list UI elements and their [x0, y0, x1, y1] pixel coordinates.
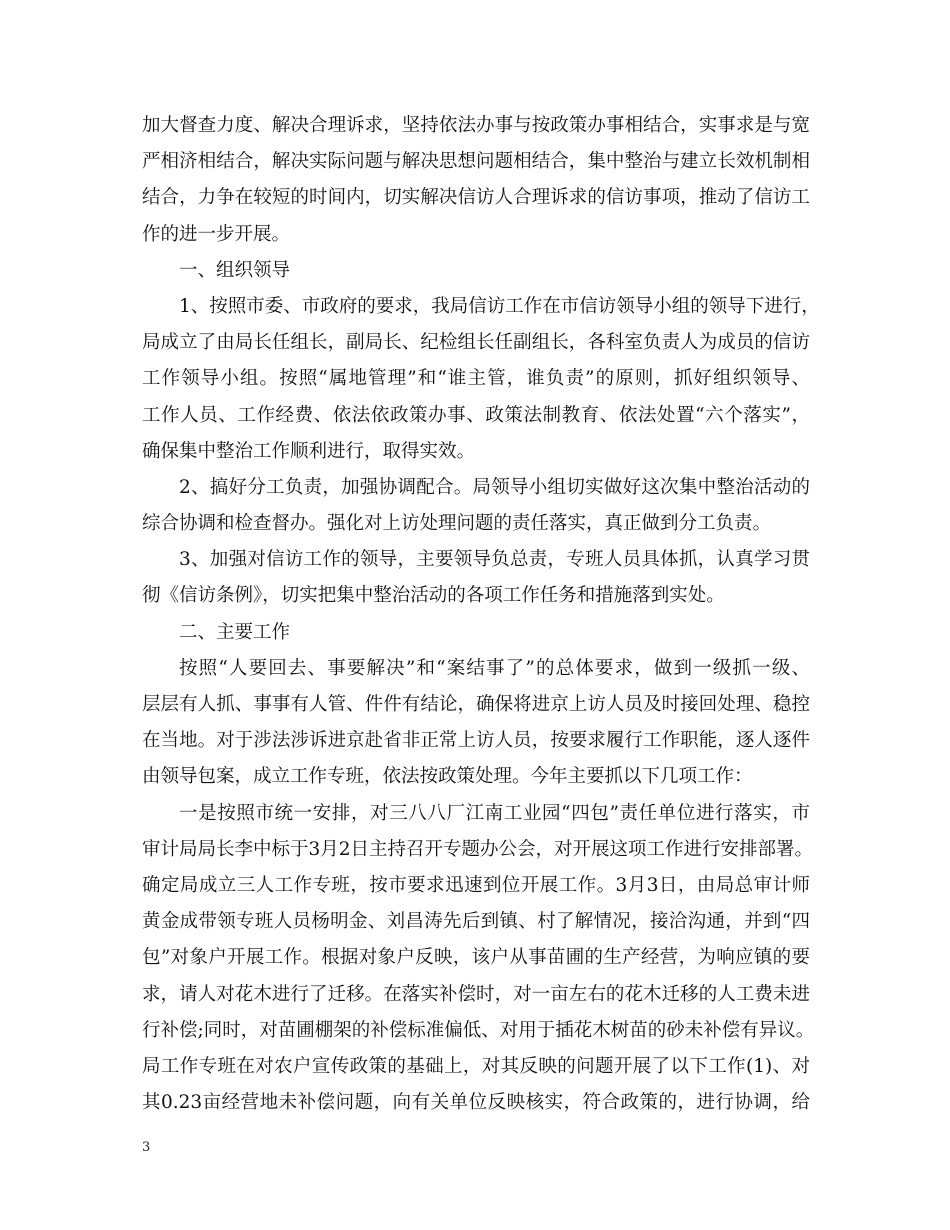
paragraph-line: 1、按照市委、市政府的要求，我局信访工作在市信访领导小组的领导下进行，: [179, 295, 820, 317]
paragraph-line: 严相济相结合，解决实际问题与解决思想问题相结合，集中整治与建立长效机制相: [142, 151, 810, 173]
paragraph-line: 彻《信访条例》，切实把集中整治活动的各项工作任务和措施落到实处。: [142, 585, 725, 607]
paragraph-line: 由领导包案，成立工作专班，依法按政策处理。今年主要抓以下几项工作：: [142, 766, 753, 788]
paragraph-line: 结合，力争在较短的时间内，切实解决信访人合理诉求的信访事项，推动了信访工: [142, 187, 810, 209]
paragraph-line: 3、加强对信访工作的领导，主要领导负总责，专班人员具体抓，认真学习贯: [179, 549, 810, 571]
paragraph-line: 其0.23亩经营地未补偿问题，向有关单位反映核实，符合政策的，进行协调，给: [142, 1092, 810, 1114]
paragraph-line: 层层有人抓、事事有人管、件件有结论，确保将进京上访人员及时接回处理、稳控: [142, 694, 810, 715]
paragraph-line: 工作领导小组。按照“属地管理”和“谁主管，谁负责”的原则，抓好组织领导、: [142, 368, 810, 390]
paragraph-line: 确保集中整治工作顺利进行，取得实效。: [142, 440, 476, 462]
paragraph-line: 行补偿;同时，对苗圃棚架的补偿标准偏低、对用于插花木树苗的砂未补偿有异议。: [142, 1019, 815, 1041]
section-heading: 一、组织领导: [179, 259, 291, 281]
paragraph-line: 黄金成带领专班人员杨明金、刘昌涛先后到镇、村了解情况，接洽沟通，并到“四: [142, 911, 810, 933]
paragraph-line: 工作人员、工作经费、依法依政策办事、政策法制教育、依法处置“六个落实”，: [142, 404, 810, 426]
paragraph-line: 按照“人要回去、事要解决”和“案结事了”的总体要求，做到一级抓一级、: [179, 657, 810, 679]
document-body: [142, 108, 820, 1121]
paragraph-line: 在当地。对于涉法涉诉进京赴省非正常上访人员，按要求履行工作职能，逐人逐件: [142, 730, 810, 752]
paragraph-line: 作的进一步开展。: [142, 223, 291, 245]
paragraph-line: 局工作专班在对农户宣传政策的基础上，对其反映的问题开展了以下工作(1)、对: [142, 1055, 810, 1077]
paragraph-line: 综合协调和检查督办。强化对上访处理问题的责任落实，真正做到分工负责。: [142, 513, 772, 535]
page-number: 3: [142, 1140, 151, 1155]
paragraph-line: 局成立了由局长任组长，副局长、纪检组长任副组长，各科室负责人为成员的信访: [142, 332, 810, 354]
paragraph-line: 确定局成立三人工作专班，按市要求迅速到位开展工作。3月3日，由局总审计师: [142, 874, 810, 896]
paragraph-line: 加大督查力度、解决合理诉求，坚持依法办事与按政策办事相结合，实事求是与宽: [142, 115, 810, 136]
paragraph-line: 2、搞好分工负责，加强协调配合。局领导小组切实做好这次集中整治活动的: [179, 476, 810, 498]
section-heading: 二、主要工作: [179, 621, 291, 643]
paragraph-line: 求，请人对花木进行了迁移。在落实补偿时，对一亩左右的花木迁移的人工费未进: [142, 983, 810, 1005]
paragraph-line: 审计局局长李中标于3月2日主持召开专题办公会，对开展这项工作进行安排部署。: [142, 838, 814, 860]
paragraph-line: 包”对象户开展工作。根据对象户反映，该户从事苗圃的生产经营，为响应镇的要: [142, 947, 810, 969]
paragraph-line: 一是按照市统一安排，对三八八厂江南工业园“四包”责任单位进行落实，市: [179, 802, 810, 824]
